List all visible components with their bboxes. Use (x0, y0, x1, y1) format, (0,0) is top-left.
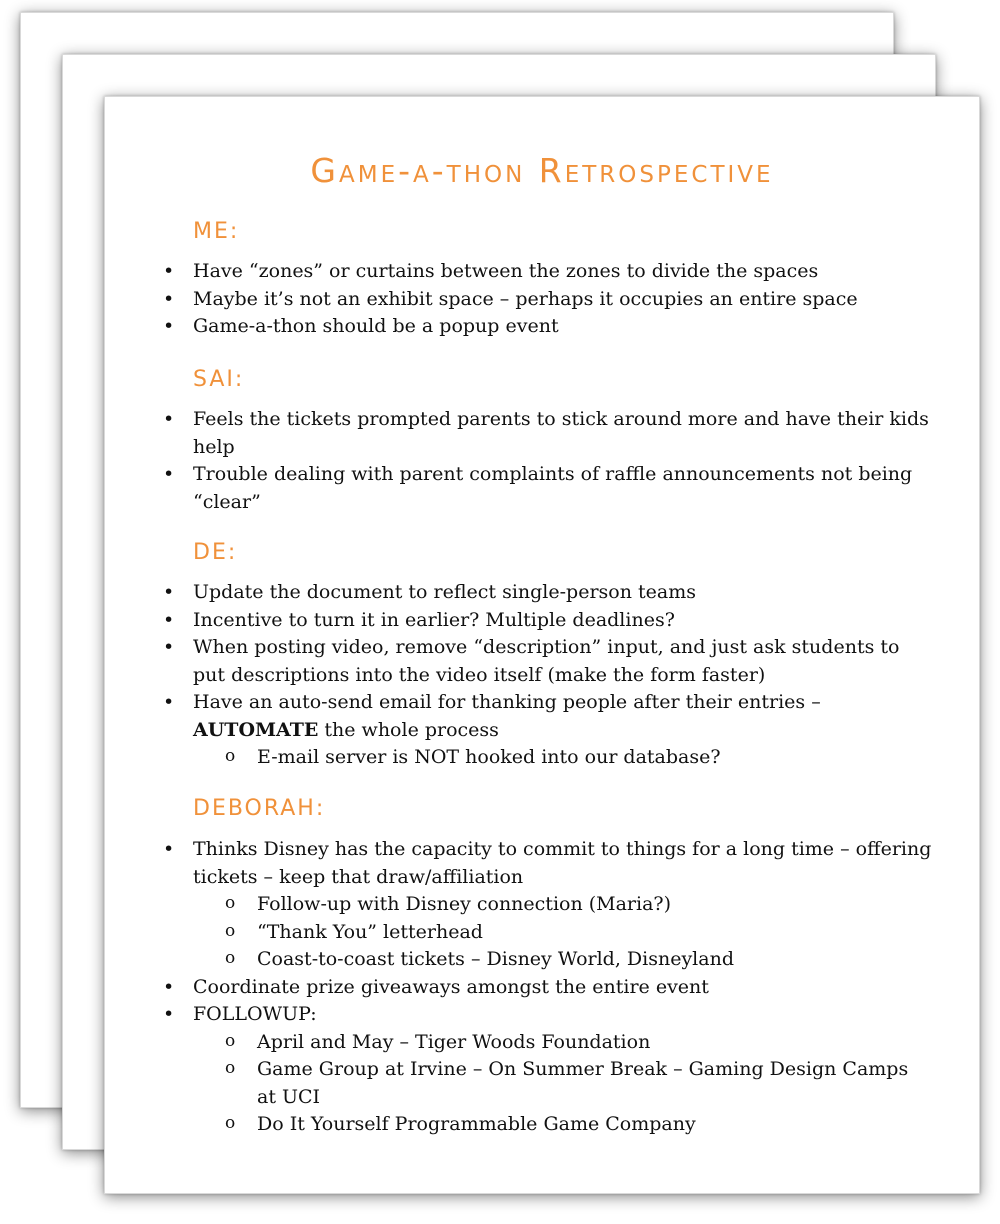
sub-list-item: o Follow-up with Disney connection (Maria?) (257, 891, 933, 919)
list-item-text: the whole process (324, 718, 499, 741)
list-item-text: Thinks Disney has the capacity to commit to things for a long time – offering tickets – keep that draw/affiliation (193, 838, 932, 888)
list-item: • When posting video, remove “description” input, and just ask students to put descriptions into the video itself (make the form faster) (193, 634, 933, 689)
sub-list-item: o Do It Yourself Programmable Game Company (257, 1111, 933, 1139)
section-list-me (193, 258, 933, 341)
list-item: • Coordinate prize giveaways amongst the entire event (193, 974, 933, 1002)
list-item: • Game-a-thon should be a popup event (193, 313, 933, 341)
sub-list-item: o April and May – Tiger Woods Foundation (257, 1029, 933, 1057)
section-list-deborah (193, 836, 933, 1139)
sub-list (193, 1029, 933, 1139)
list-item (193, 689, 933, 772)
list-item: • Maybe it’s not an exhibit space – perhaps it occupies an entire space (193, 286, 933, 314)
list-item (193, 836, 933, 974)
sub-list-item: o Game Group at Irvine – On Summer Break – Gaming Design Camps at UCI (257, 1056, 933, 1111)
sub-list-item: o “Thank You” letterhead (257, 919, 933, 947)
section-heading-sai: SAI: (193, 367, 245, 392)
section-list-sai (193, 406, 933, 516)
sub-list-item: o Coast-to-coast tickets – Disney World, Disneyland (257, 946, 933, 974)
sub-list-item: o E-mail server is NOT hooked into our database? (257, 744, 933, 772)
list-item: • Have “zones” or curtains between the zones to divide the spaces (193, 258, 933, 286)
list-item (193, 1001, 933, 1139)
list-item: • Feels the tickets prompted parents to stick around more and have their kids help (193, 406, 933, 461)
list-item-text: FOLLOWUP: (193, 1003, 317, 1025)
section-heading-me: ME: (193, 219, 240, 244)
list-item: • Incentive to turn it in earlier? Multiple deadlines? (193, 607, 933, 635)
sub-list (193, 744, 933, 772)
section-heading-deborah: DEBORAH: (193, 796, 326, 821)
front-sheet (104, 96, 980, 1194)
emphasis-text: AUTOMATE (193, 718, 319, 741)
section-heading-de: DE: (193, 540, 238, 565)
list-item: • Update the document to reflect single-person teams (193, 579, 933, 607)
list-item: • Trouble dealing with parent complaints of raffle announcements not being “clear” (193, 461, 933, 516)
section-list-de (193, 579, 933, 772)
document-title: Game-a-thon Retrospective (310, 151, 774, 190)
sub-list (193, 891, 933, 974)
list-item-text: Have an auto-send email for thanking people after their entries – (193, 691, 821, 713)
